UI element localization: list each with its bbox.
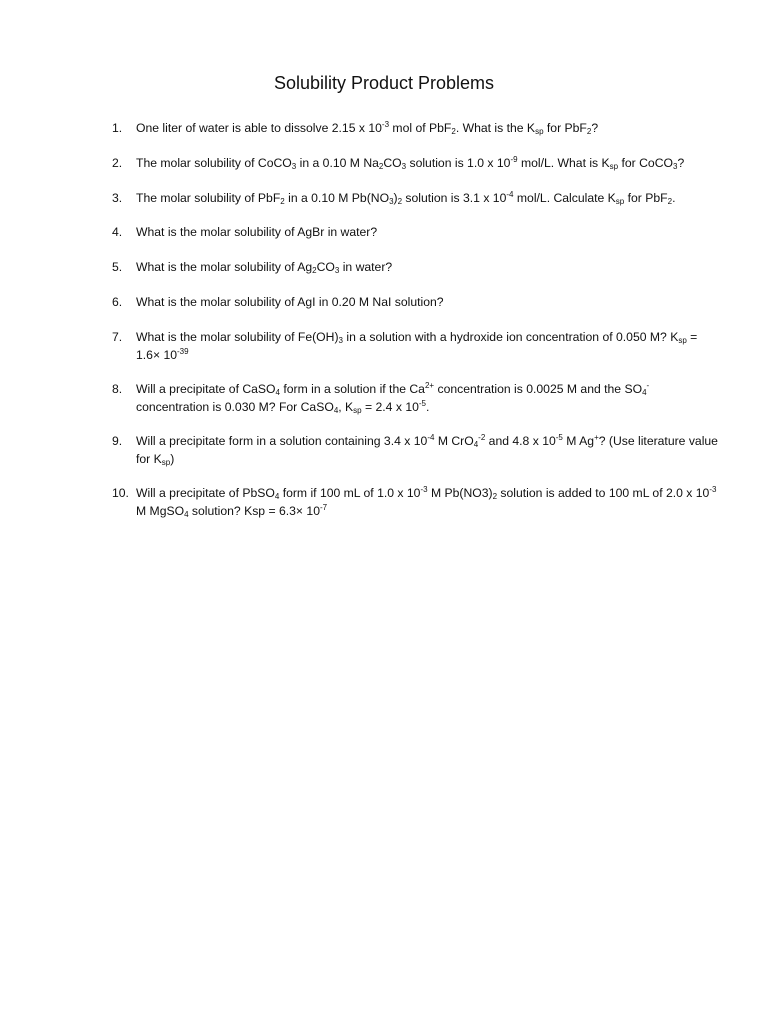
question-number: 5. — [112, 260, 123, 274]
subscript: 2 — [312, 266, 317, 275]
question-number: 7. — [112, 330, 123, 344]
question-text: The molar solubility of PbF$_2$ in a 0.10 M $Pb(NO_3)_2$ solution is 3.1 x $10^{-4}$ mol/L. Calculate $K_{sp}$ for PbF$_2$. — [136, 190, 676, 206]
subscript: 3 — [291, 162, 297, 171]
subscript: 2 — [451, 127, 456, 136]
question-number: 10. — [112, 486, 129, 500]
superscript: -7 — [319, 502, 328, 512]
question-5 — [112, 259, 724, 277]
question-number: 4. — [112, 225, 123, 239]
subscript: 4 — [274, 492, 280, 501]
subscript: 3 — [672, 162, 678, 171]
subscript: sp — [161, 457, 171, 467]
question-text: Will a precipitate form in a solution containing 3.4 x $10^{-4}$ M CrO$_4^{-2}$ and 4.8 x $10^{-5}$ M Ag+? (Use literature value for $K_{sp}$) — [136, 433, 718, 467]
question-10 — [112, 485, 724, 520]
question-4 — [112, 224, 724, 242]
question-text: What is the molar solubility of $Ag_2CO_3$ in water? — [136, 260, 393, 275]
subscript: 2 — [280, 197, 285, 206]
question-1 — [112, 120, 724, 138]
page-title: Solubility Product Problems — [273, 73, 495, 93]
question-text: Will a precipitate of CaSO$_4$ form in a solution if the $Ca^{2+}$ concentration is 0.0025 M and the $SO_4^-$ concentration is 0.030 M? For CaSO$_4$, $K_{sp} = 2.4$ x $10^{-5}$. — [136, 381, 650, 415]
question-text: The molar solubility of CoCO$_3$ in a 0.10 M $Na_2CO_3$ solution is 1.0 x $10^{-9}$ mol/L. What is $K_{sp}$ for CoCO$_3$? — [136, 155, 685, 171]
question-number: 1. — [112, 121, 123, 135]
subscript: 4 — [184, 509, 189, 519]
subscript: 3 — [334, 266, 340, 275]
question-6 — [112, 294, 724, 312]
superscript: - — [646, 381, 650, 390]
question-9 — [112, 433, 724, 468]
subscript: sp — [615, 197, 625, 206]
superscript: -9 — [510, 155, 518, 164]
question-3 — [112, 190, 724, 208]
subscript: 2 — [397, 197, 403, 206]
question-8 — [112, 381, 724, 416]
superscript: -3 — [709, 485, 717, 494]
subscript: 3 — [338, 336, 343, 345]
question-text: Will a precipitate of PbSO$_4$ form if 100 mL of 1.0 x $10^{-3}$ M $Pb(NO3)_2$ solution is added to 100 mL of 2.0 x $10^{-3}$ M MgSO$_4$ solution? Ksp = $6.3\times 10^{-7}$ — [136, 485, 717, 519]
superscript: -5 — [555, 433, 563, 442]
question-text: One liter of water is able to dissolve 2.15 x $10^{-3}$ mol of PbF$_2$. What is the $K_{sp}$ for PbF$_2$? — [136, 120, 599, 136]
subscript: 2 — [378, 162, 384, 171]
subscript: 3 — [389, 197, 394, 206]
superscript: -4 — [506, 190, 514, 199]
subscript: 4 — [473, 440, 479, 449]
question-2 — [112, 155, 724, 173]
question-number: 9. — [112, 434, 123, 448]
subscript: 4 — [642, 388, 647, 397]
superscript: -3 — [420, 485, 428, 494]
superscript: -4 — [427, 433, 435, 442]
superscript: -3 — [381, 120, 390, 129]
superscript: 2+ — [424, 381, 435, 390]
question-number: 6. — [112, 295, 123, 309]
question-text: What is the molar solubility of $Fe(OH)_3$ in a solution with a hydroxide ion concentration of 0.050 M? $K_{sp} = 1.6\times 10^{-39}$ — [136, 330, 698, 362]
subscript: 4 — [275, 388, 280, 397]
subscript: sp — [609, 162, 619, 171]
question-text: What is the molar solubility of AgBr in water? — [136, 225, 378, 239]
question-number: 8. — [112, 382, 123, 396]
subscript: 2 — [586, 127, 592, 136]
superscript: -5 — [418, 398, 427, 408]
subscript: 3 — [401, 162, 407, 171]
question-text: What is the molar solubility of AgI in 0.20 M NaI solution? — [136, 295, 444, 309]
subscript: 4 — [333, 405, 339, 415]
subscript: sp — [678, 336, 687, 345]
superscript: + — [594, 433, 599, 442]
superscript: -39 — [177, 346, 189, 356]
subscript: 2 — [667, 197, 673, 206]
question-7 — [112, 329, 724, 364]
question-number: 2. — [112, 156, 123, 170]
superscript: -2 — [478, 433, 486, 442]
subscript: sp — [353, 405, 362, 415]
subscript: sp — [535, 127, 544, 136]
question-number: 3. — [112, 191, 123, 205]
subscript: 2 — [492, 492, 498, 501]
